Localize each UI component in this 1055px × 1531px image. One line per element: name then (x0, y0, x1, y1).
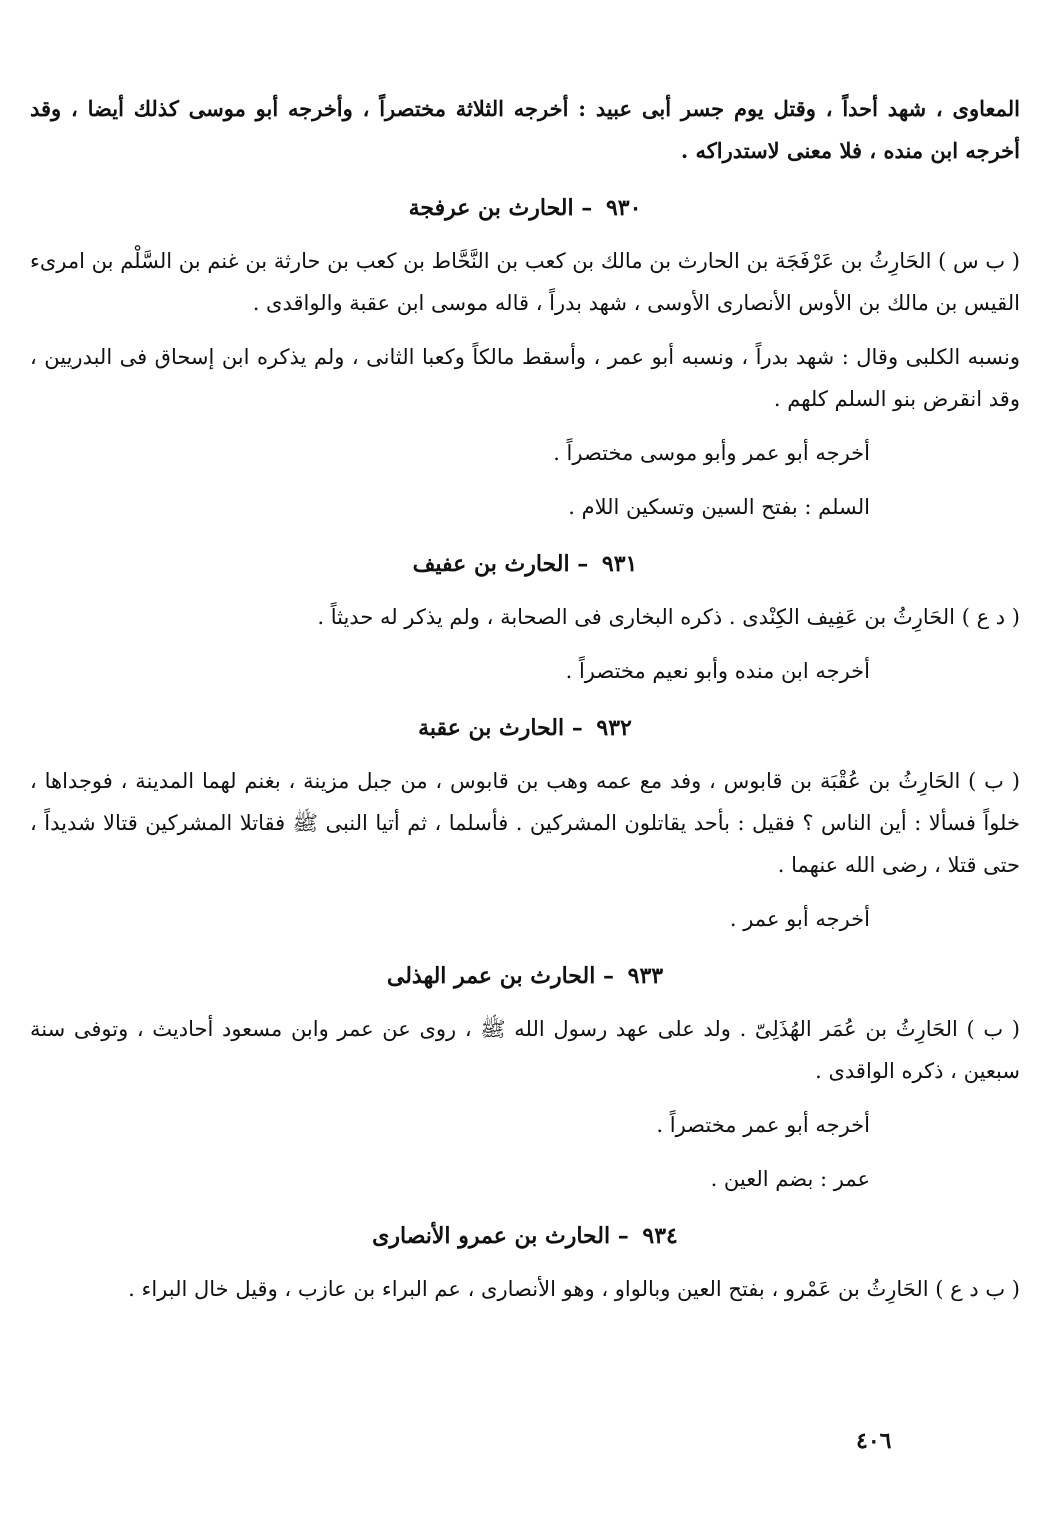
heading-dash: – (617, 1223, 629, 1249)
entry-heading-931 (30, 542, 1020, 586)
heading-dash: – (577, 551, 589, 577)
continuation-paragraph: المعاوى ، شهد أحداً ، وقتل يوم جسر أبى عبيد : أخرجه الثلاثة مختصراً ، وأخرجه أبو موسى كذلك أيضا ، وقد أخرجه ابن منده ، فلا معنى لاستدراكه . (30, 96, 1020, 163)
entry-paragraph: عمر : بضم العين . (710, 1167, 870, 1191)
entry-heading-930 (30, 186, 1020, 230)
entry-paragraph: أخرجه ابن منده وأبو نعيم مختصراً . (565, 659, 870, 683)
entry-heading-934 (30, 1214, 1020, 1258)
entry-paragraph: ( ب ) الحَارِثُ بن عُمَر الهُذَلِىّ . ولد على عهد رسول الله ﷺ ، روى عن عمر وابن مسعود أحاديث ، وتوفى سنة سبعين ، ذكره الواقدى . (30, 1017, 1020, 1083)
entry-heading-933 (30, 954, 1020, 998)
entry-number: ٩٣٣ (627, 963, 664, 989)
heading-dash: – (602, 963, 614, 989)
entry-number: ٩٣٢ (596, 715, 632, 741)
entry-paragraph: ( ب ) الحَارِثُ بن عُقْبَة بن قابوس ، وفد مع عمه وهب بن قابوس ، من جبل مزينة ، بغنم لهما المدينة ، فوجداها ، خلواً فسألا : أين الناس ؟ فقيل : بأحد يقاتلون المشركين . فأسلما ، ثم أتيا النبى ﷺ فقاتلا المشركين قتالا شديداً ، حتى قتلا ، رضى الله عنهما . (30, 769, 1020, 877)
entry-paragraph: ونسبه الكلبى وقال : شهد بدراً ، ونسبه أبو عمر ، وأسقط مالكاً وكعبا الثانى ، ولم يذكره ابن إسحاق فى البدريين ، وقد انقرض بنو السلم كلهم . (30, 345, 1020, 411)
entry-number: ٩٣٤ (642, 1223, 678, 1249)
entry-paragraph: أخرجه أبو عمر وأبو موسى مختصراً . (553, 441, 870, 465)
entry-title: الحارث بن عقبة (418, 715, 565, 741)
entry-paragraph: أخرجه أبو عمر . (729, 907, 870, 931)
entry-title: الحارث بن عمر الهذلى (386, 963, 596, 989)
entry-paragraph: أخرجه أبو عمر مختصراً . (656, 1113, 870, 1137)
entry-paragraph: السلم : بفتح السين وتسكين اللام . (568, 495, 870, 519)
entry-number: ٩٣١ (601, 551, 638, 577)
page-number: ٤٠٦ (856, 1428, 892, 1454)
page-body (30, 88, 1020, 1310)
heading-dash: – (581, 195, 593, 221)
heading-dash: – (571, 715, 583, 741)
entry-heading-932 (30, 706, 1020, 750)
entry-paragraph: ( ب د ع ) الحَارِثُ بن عَمْرو ، بفتح العين وبالواو ، وهو الأنصارى ، عم البراء بن عازب ، وقيل خال البراء . (128, 1277, 1020, 1301)
entry-title: الحارث بن عمرو الأنصارى (372, 1223, 611, 1249)
entry-title: الحارث بن عفيف (412, 551, 570, 577)
entry-paragraph: ( د ع ) الحَارِثُ بن عَفِيف الكِنْدى . ذكره البخارى فى الصحابة ، ولم يذكر له حديثاً . (317, 605, 1020, 629)
entry-title: الحارث بن عرفجة (408, 195, 574, 221)
entry-number: ٩٣٠ (605, 195, 642, 221)
entry-paragraph: ( ب س ) الحَارِثُ بن عَرْفَجَة بن الحارث بن مالك بن كعب بن النَّحَّاط بن كعب بن حارثة بن غنم بن السَّلْم بن امرىء القيس بن مالك بن الأوس الأنصارى الأوسى ، شهد بدراً ، قاله موسى ابن عقبة والواقدى . (30, 249, 1020, 315)
